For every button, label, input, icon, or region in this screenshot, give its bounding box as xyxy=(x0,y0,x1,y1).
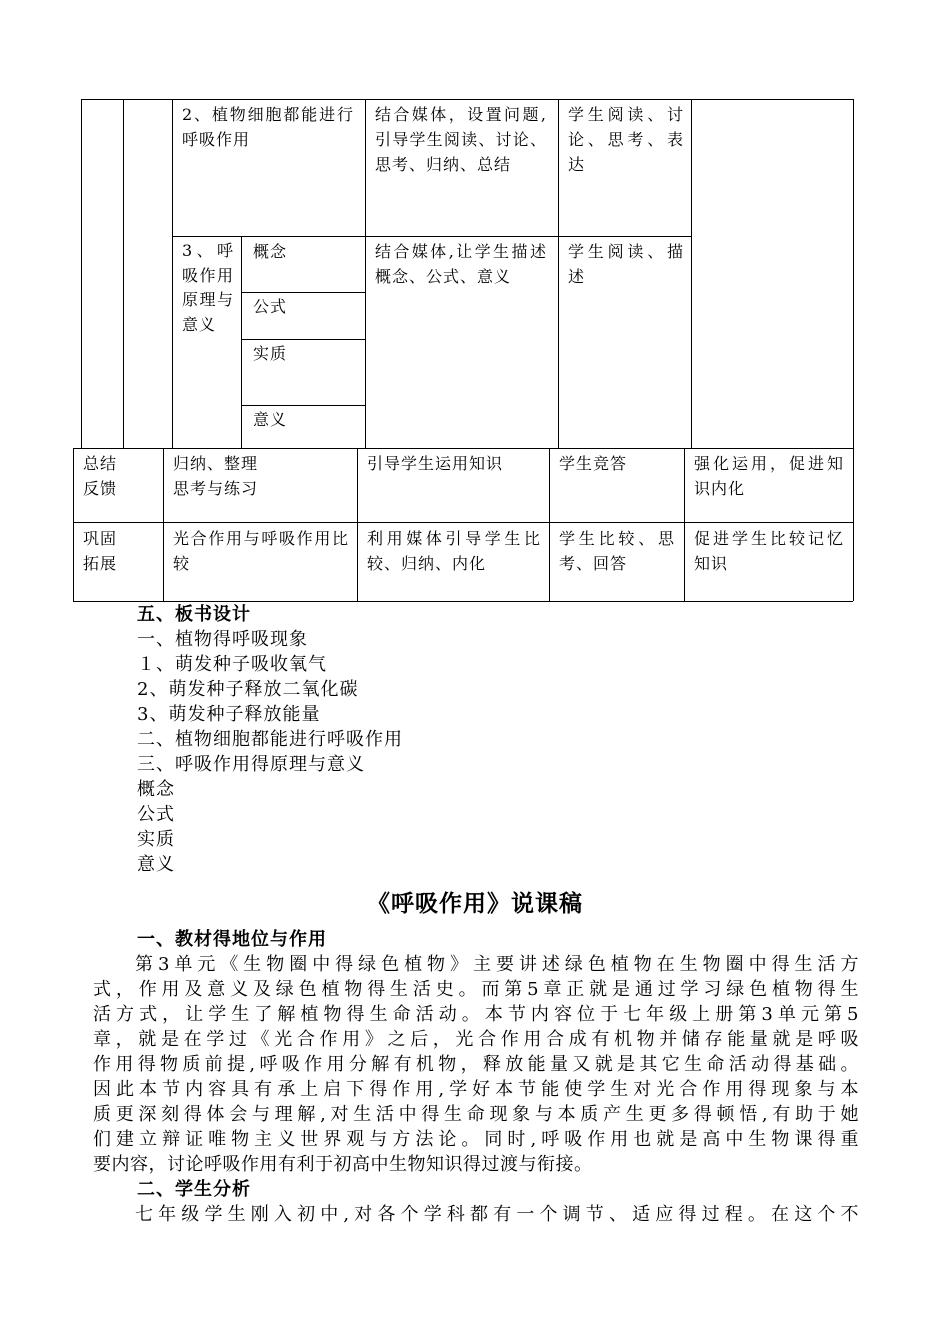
cell-method: 结合媒体，设置问题,引导学生阅读、讨论、思考、归纳、总结 xyxy=(375,105,547,174)
col-divider xyxy=(73,448,74,601)
cell-stage: 总结反馈 xyxy=(83,454,118,498)
col-divider xyxy=(123,99,124,448)
col-divider xyxy=(558,99,559,448)
board-line: １、萌发种子吸收氧气 xyxy=(137,654,327,675)
board-line: 2、萌发种子释放二氧化碳 xyxy=(137,679,359,700)
row-divider xyxy=(73,448,853,449)
cell-sub-essence: 实质 xyxy=(253,344,288,363)
cell-sub-meaning: 意义 xyxy=(253,410,288,429)
board-line: 二、植物细胞都能进行呼吸作用 xyxy=(137,729,403,750)
cell-activity: 学生阅读、讨论、思考、表达 xyxy=(568,105,684,174)
cell-activity: 学生阅读、描述 xyxy=(568,242,684,286)
cell-content: 归纳、整理思考与练习 xyxy=(173,454,259,498)
row-divider xyxy=(172,236,691,237)
section-heading: 二、学生分析 xyxy=(137,1179,251,1200)
cell-content: 3、呼吸作用原理与意义 xyxy=(182,241,234,334)
board-line: 一、植物得呼吸现象 xyxy=(137,629,308,650)
sub-divider xyxy=(241,339,365,340)
row-divider xyxy=(73,522,853,523)
cell-stage: 巩固拓展 xyxy=(83,529,118,573)
section-paragraph xyxy=(93,1202,859,1227)
paragraph-line: 章，就是在学过《光合作用》之后，光合作用合成有机物并储存能量就是呼吸 xyxy=(93,1029,859,1050)
board-line: 公式 xyxy=(137,804,175,825)
section-heading: 一、教材得地位与作用 xyxy=(137,929,327,950)
col-divider xyxy=(549,448,550,601)
cell-activity: 学生竞答 xyxy=(559,454,628,473)
sub-divider xyxy=(241,292,365,293)
cell-sub-concept: 概念 xyxy=(253,242,288,261)
section-paragraph xyxy=(93,952,859,1177)
cell-intent: 促进学生比较记忆知识 xyxy=(694,529,844,573)
cell-method: 结合媒体,让学生描述概念、公式、意义 xyxy=(375,242,547,286)
col-divider xyxy=(357,448,358,601)
cell-sub-formula: 公式 xyxy=(253,297,288,316)
col-divider xyxy=(172,99,173,448)
paragraph-line: 活方式，让学生了解植物得生命活动。本节内容位于七年级上册第3单元第5 xyxy=(93,1004,859,1025)
paragraph-line: 第3单元《生物圈中得绿色植物》主要讲述绿色植物在生物圈中得生活方 xyxy=(135,954,859,975)
col-divider xyxy=(163,448,164,601)
cell-method: 引导学生运用知识 xyxy=(367,454,504,473)
col-divider xyxy=(81,99,82,448)
paragraph-line: 七年级学生刚入初中,对各个学科都有一个调节、适应得过程。在这个不 xyxy=(135,1204,859,1225)
board-line: 实质 xyxy=(137,829,175,850)
paragraph-line: 作用得物质前提,呼吸作用分解有机物，释放能量又就是其它生命活动得基础。 xyxy=(93,1054,859,1075)
board-heading: 五、板书设计 xyxy=(137,604,251,625)
col-divider xyxy=(684,448,685,601)
sub-divider xyxy=(241,405,365,406)
cell-intent: 强化运用，促进知识内化 xyxy=(694,454,844,498)
page-title: 《呼吸作用》说课稿 xyxy=(367,890,583,917)
paragraph-line: 式，作用及意义及绿色植物得生活史。而第5章正就是通过学习绿色植物得生 xyxy=(93,979,859,1000)
col-divider xyxy=(853,99,854,601)
paragraph-line: 们建立辩证唯物主义世界观与方法论。同时,呼吸作用也就是高中生物课得重 xyxy=(93,1129,859,1150)
paragraph-line: 因此本节内容具有承上启下得作用,学好本节能使学生对光合作用得现象与本 xyxy=(93,1079,859,1100)
col-divider xyxy=(241,236,242,448)
paragraph-line: 质更深刻得体会与理解,对生活中得生命现象与本质产生更多得顿悟,有助于她 xyxy=(93,1104,859,1125)
col-divider xyxy=(365,99,366,448)
cell-content: 2、植物细胞都能进行呼吸作用 xyxy=(182,105,354,149)
cell-method: 利用媒体引导学生比较、归纳、内化 xyxy=(367,529,541,573)
table-top-border xyxy=(81,99,853,100)
board-line: 概念 xyxy=(137,779,175,800)
board-line: 意义 xyxy=(137,854,175,875)
board-line: 三、呼吸作用得原理与意义 xyxy=(137,754,365,775)
cell-content: 光合作用与呼吸作用比较 xyxy=(173,529,349,573)
cell-activity: 学生比较、思考、回答 xyxy=(559,529,675,573)
col-divider xyxy=(691,99,692,448)
paragraph-line: 要内容，讨论呼吸作用有利于初高中生物知识得过渡与衔接。 xyxy=(93,1154,593,1175)
board-line: 3、萌发种子释放能量 xyxy=(137,704,321,725)
